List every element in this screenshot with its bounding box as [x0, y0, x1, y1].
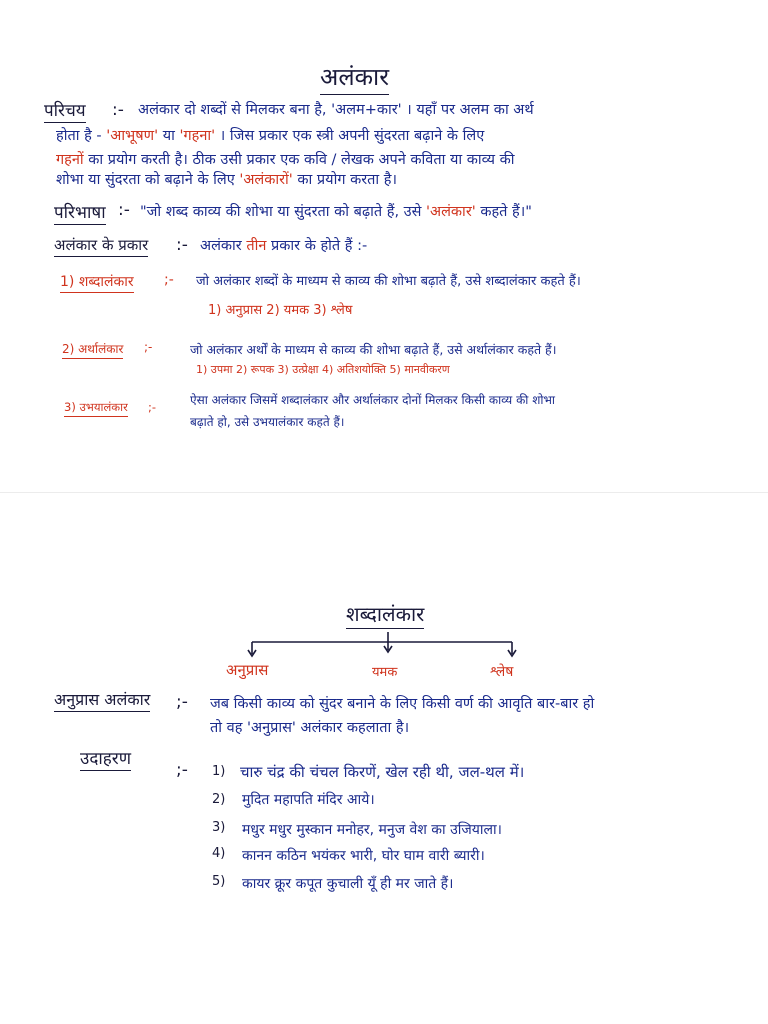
branch-anupras: अनुप्रास [226, 661, 269, 679]
definition-text: "जो शब्द काव्य की शोभा या सुंदरता को बढ़ाते हैं, उसे 'अलंकार' कहते हैं।" [140, 204, 532, 220]
definition-sep: :- [118, 200, 130, 220]
page-divider [0, 492, 768, 493]
example-num-2: 2) [212, 792, 226, 807]
intro-line-3: गहनों का प्रयोग करती है। ठीक उसी प्रकार एक कवि / लेखक अपने कविता या काव्य की [56, 152, 515, 168]
example-text-3: मधुर मधुर मुस्कान मनोहर, मनुज वेश का उजियाला। [242, 822, 502, 838]
example-text-1: चारु चंद्र की चंचल किरणें, खेल रही थी, जल-थल में। [240, 763, 525, 781]
branch-shlesh: श्लेष [490, 664, 514, 680]
example-num-5: 5) [212, 874, 226, 889]
anupras-sep: ;- [176, 692, 188, 712]
example-text-5: कायर क्रूर कपूत कुचाली यूँ ही मर जाते हैं। [242, 876, 454, 892]
types-label: अलंकार के प्रकार [54, 235, 148, 257]
type3-label: 3) उभयालंकार [64, 400, 128, 417]
examples-sep: ;- [176, 760, 188, 780]
anupras-line-2: तो वह 'अनुप्रास' अलंकार कहलाता है। [210, 720, 410, 736]
intro-sep: :- [112, 100, 124, 120]
type1-sep: ;- [164, 272, 174, 288]
intro-line-1: अलंकार दो शब्दों से मिलकर बना है, 'अलम+कार' । यहाँ पर अलम का अर्थ [138, 102, 534, 118]
page-title: अलंकार [320, 60, 389, 95]
anupras-label: अनुप्रास अलंकार [54, 688, 150, 712]
example-num-3: 3) [212, 820, 226, 835]
example-text-2: मुदित महापति मंदिर आये। [242, 792, 375, 808]
intro-line-4: शोभा या सुंदरता को बढ़ाने के लिए 'अलंकारों' का प्रयोग करता है। [56, 172, 397, 188]
example-num-1: 1) [212, 764, 226, 779]
examples-label: उदाहरण [80, 746, 131, 771]
branch-diagram [240, 632, 530, 662]
type1-subtypes: 1) अनुप्रास 2) यमक 3) श्लेष [208, 303, 353, 318]
example-text-4: कानन कठिन भयंकर भारी, घोर घाम वारी ब्यारी। [242, 848, 485, 864]
types-sep: :- [176, 235, 188, 255]
types-text: अलंकार तीन प्रकार के होते हैं :- [200, 238, 368, 254]
type3-line-2: बढ़ाते हो, उसे उभयालंकार कहते हैं। [190, 415, 345, 429]
type2-text: जो अलंकार अर्थों के माध्यम से काव्य की शोभा बढ़ाते हैं, उसे अर्थालंकार कहते हैं। [190, 342, 557, 357]
type1-label: 1) शब्दालंकार [60, 272, 134, 293]
intro-label: परिचय [44, 98, 86, 123]
example-num-4: 4) [212, 846, 226, 861]
anupras-line-1: जब किसी काव्य को सुंदर बनाने के लिए किसी वर्ण की आवृति बार-बार हो [210, 696, 595, 712]
section-title: शब्दालंकार [346, 600, 424, 629]
type3-line-1: ऐसा अलंकार जिसमें शब्दालंकार और अर्थालंकार दोनों मिलकर किसी काव्य की शोभा [190, 393, 556, 407]
type3-sep: ;- [148, 400, 157, 414]
branch-yamak: यमक [372, 665, 398, 680]
type2-subtypes: 1) उपमा 2) रूपक 3) उत्प्रेक्षा 4) अतिशयोक्ति 5) मानवीकरण [196, 363, 450, 376]
definition-label: परिभाषा [54, 200, 106, 225]
type2-label: 2) अर्थालंकार [62, 340, 123, 359]
intro-line-2: होता है - 'आभूषण' या 'गहना' । जिस प्रकार एक स्त्री अपनी सुंदरता बढ़ाने के लिए [56, 128, 485, 144]
type1-text: जो अलंकार शब्दों के माध्यम से काव्य की शोभा बढ़ाते हैं, उसे शब्दालंकार कहते हैं। [196, 274, 581, 289]
type2-sep: ;- [144, 340, 153, 354]
